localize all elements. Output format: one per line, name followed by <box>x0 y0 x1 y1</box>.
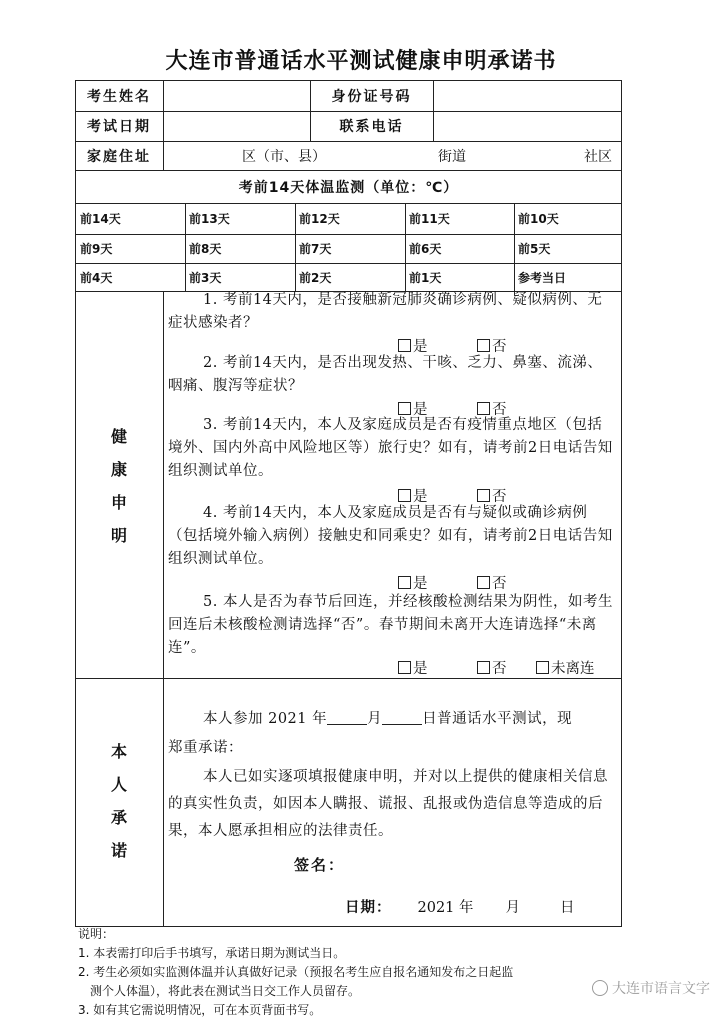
promise-body: 本人已如实逐项填报健康申明，并对以上提供的健康相关信息的真实性负责，如因本人瞒报、谎报、乱报或伪造信息等造成的后果，本人愿承担相应的法律责任。 <box>168 769 608 839</box>
question-3: 3. 考前14天内，本人及家庭成员是否有疫情重点地区（包括境外、国内外高中风险地区等）旅行史？如有，请考前2日电话告知组织测试单位。 <box>168 417 613 479</box>
page-title: 大连市普通话水平测试健康申明承诺书 <box>165 49 557 74</box>
question-5: 5. 本人是否为春节后回连，并经核酸检测结果为阴性，如考生回连后未核酸检测请选择“否”。春节期间未离开大连请选择“未离连”。 <box>168 594 613 656</box>
temp-day-label: 前4天 <box>80 270 113 285</box>
q1-no-checkbox[interactable]: 否 <box>477 335 507 356</box>
temp-day-label: 前1天 <box>409 270 442 285</box>
notes: 说明： 1. 本表需打印后手书填写，承诺日期为测试当日。 2. 考生必须如实监测体温并认真做好记录（预报名考生应自报名通知发布之日起监 测个人体温），将此表在测试当日交工作人员留存。 3. 如有其它需说明情况，可在本页背面书写。 <box>78 927 514 1017</box>
temperature-heading: 考前14天体温监测（单位：℃） <box>238 179 459 196</box>
health-side-label: 健 康 申 明 <box>110 427 127 545</box>
name-field[interactable] <box>164 81 310 110</box>
temp-day-label: 前7天 <box>299 242 332 256</box>
promise-side-label: 本 人 承 诺 <box>110 742 127 860</box>
temp-day-label: 前11天 <box>409 212 450 226</box>
id-field[interactable] <box>434 81 621 110</box>
temp-day-label: 前8天 <box>189 242 222 256</box>
wechat-icon <box>592 980 608 996</box>
temp-day-label: 前12天 <box>299 212 340 226</box>
address-label: 家庭住址 <box>87 148 151 165</box>
temp-day-label: 前9天 <box>80 242 113 256</box>
q3-no-checkbox[interactable]: 否 <box>477 485 507 506</box>
checkbox-icon <box>398 661 411 674</box>
col-divider <box>405 203 406 291</box>
question-4: 4. 考前14天内，本人及家庭成员是否有与疑似或确诊病例（包括境外输入病例）接触史和同乘史？如有，请考前2日电话告知组织测试单位。 <box>168 505 613 567</box>
col-divider <box>295 203 296 291</box>
question-1: 1. 考前14天内，是否接触新冠肺炎确诊病例、疑似病例、无症状感染者？ <box>168 292 603 331</box>
phone-label: 联系电话 <box>339 119 404 135</box>
checkbox-icon <box>398 489 411 502</box>
temp-day-label: 前2天 <box>299 270 332 285</box>
temp-day-label: 参考当日 <box>518 270 567 285</box>
community-label: 社区 <box>584 148 612 165</box>
phone-field[interactable] <box>434 112 621 140</box>
promise-line-1: 本人参加 2021 年 月 日普通话水平测试，现 <box>203 711 573 727</box>
checkbox-icon <box>398 339 411 352</box>
name-label: 考生姓名 <box>87 88 151 105</box>
temp-day-label: 前6天 <box>409 242 442 256</box>
q2-no-checkbox[interactable]: 否 <box>477 398 507 419</box>
watermark: 大连市语言文字 <box>592 978 710 998</box>
id-label: 身份证号码 <box>331 88 412 105</box>
day-blank[interactable] <box>382 710 422 725</box>
date-label: 日期： <box>345 899 392 916</box>
question-2: 2. 考前14天内，是否出现发热、干咳、乏力、鼻塞、流涕、咽痛、腹泻等症状？ <box>168 355 603 394</box>
q1-yes-checkbox[interactable]: 是 <box>398 335 428 356</box>
exam-date-field[interactable] <box>164 112 310 140</box>
signature-label: 签名： <box>294 855 346 874</box>
row-divider <box>75 678 622 679</box>
street-label: 街道 <box>438 148 466 165</box>
month-blank[interactable] <box>327 710 367 725</box>
checkbox-icon <box>477 489 490 502</box>
q4-yes-checkbox[interactable]: 是 <box>398 572 428 593</box>
temp-day-label: 前3天 <box>189 270 222 285</box>
checkbox-icon <box>398 576 411 589</box>
checkbox-icon <box>477 576 490 589</box>
checkbox-icon <box>477 661 490 674</box>
q5-no-checkbox[interactable]: 否 <box>477 657 507 678</box>
exam-date-label: 考试日期 <box>87 119 151 135</box>
district-label: 区（市、县） <box>242 148 326 165</box>
temp-day-label: 前10天 <box>518 212 559 226</box>
q4-no-checkbox[interactable]: 否 <box>477 572 507 593</box>
temp-day-label: 前5天 <box>518 242 551 256</box>
col-divider <box>514 203 515 291</box>
signature-field[interactable] <box>345 852 545 876</box>
q5-yes-checkbox[interactable]: 是 <box>398 657 428 678</box>
promise-date: 日期： 2021 年 月 日 <box>345 895 575 917</box>
col-divider <box>163 291 164 927</box>
q2-yes-checkbox[interactable]: 是 <box>398 398 428 419</box>
q3-yes-checkbox[interactable]: 是 <box>398 485 428 506</box>
checkbox-icon <box>536 661 549 674</box>
col-divider <box>185 203 186 291</box>
temp-day-label: 前14天 <box>80 212 121 226</box>
checkbox-icon <box>477 339 490 352</box>
temp-day-label: 前13天 <box>189 212 230 226</box>
promise-line-2: 郑重承诺： <box>168 740 243 756</box>
q5-not-left-checkbox[interactable]: 未离连 <box>536 657 595 678</box>
